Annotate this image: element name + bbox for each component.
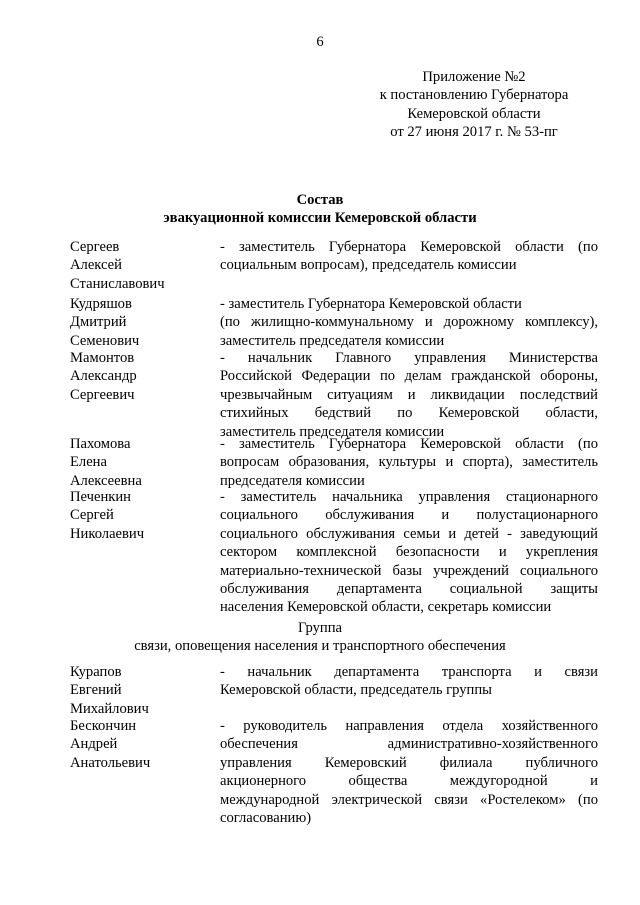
position-line: Кемеровской области, председатель группы [220,682,492,699]
surname: Бескончин [70,718,137,734]
position-line: населения Кемеровской области, секретарь комиссии [220,599,552,616]
position-line: международной электрической связи «Ростелеком» (по [220,791,598,808]
position-line: (по жилищно-коммунальному и дорожному комплексу), [220,314,598,331]
group-heading [70,619,570,656]
member-position [220,295,598,350]
member-name [70,349,210,404]
document-title [70,191,570,228]
surname: Сергеев [70,239,120,255]
position-line: заместитель председателя комиссии [220,423,445,440]
member-position [220,238,598,275]
patronymic: Сергеевич [70,386,135,403]
position-line: - начальник департамента транспорта и связи [220,664,598,680]
patronymic: Анатольевич [70,754,151,771]
first-name: Дмитрий [70,314,127,331]
patronymic: Семенович [70,332,140,349]
position-line: заместитель председателя комиссии [220,332,445,349]
surname: Кудряшов [70,296,132,312]
position-line: стихийных бедствий по Кемеровской области, [220,405,598,422]
appendix-line: Кемеровской области [407,105,541,122]
position-line: обеспечения административно-хозяйственного [220,736,598,753]
first-name: Сергей [70,507,114,524]
first-name: Александр [70,368,137,385]
group-heading-line: связи, оповещения населения и транспортного обеспечения [134,638,506,655]
surname: Мамонтов [70,350,135,366]
appendix-line: от 27 июня 2017 г. № 53-пг [390,124,558,141]
surname: Пахомова [70,436,131,452]
member-position [220,488,598,617]
patronymic: Станиславович [70,275,165,292]
member-name [70,238,210,293]
position-line: социального обслуживания и полустационарного [220,507,598,524]
member-name [70,295,210,350]
position-line: обслуживания департамента социальной защиты [220,580,598,597]
group-heading-line: Группа [297,620,343,636]
position-line: материально-технической базы учреждений социального [220,562,598,579]
position-line: - заместитель начальника управления стационарного [220,489,598,505]
position-line: председателя комиссии [220,472,365,489]
patronymic: Алексеевна [70,472,142,489]
position-line: согласованию) [220,809,312,826]
position-line: социальным вопросам), председатель комиссии [220,257,517,274]
position-line: - руководитель направления отдела хозяйственного [220,718,598,734]
first-name: Алексей [70,257,122,274]
position-line: сектором комплексной безопасности и укрепления [220,544,598,561]
patronymic: Михайлович [70,700,149,717]
position-line: акционерного общества междугородной и [220,773,598,790]
first-name: Евгений [70,682,122,699]
position-line: - заместитель Губернатора Кемеровской области [220,296,522,312]
title-line: эвакуационной комиссии Кемеровской области [163,210,477,227]
position-line: вопросам образования, культуры и спорта), заместитель [220,454,598,471]
member-name [70,717,210,772]
appendix-block [360,68,588,142]
member-position [220,717,598,827]
position-line: управления Кемеровский филиала публичного [220,754,598,771]
position-line: - заместитель Губернатора Кемеровской области (по [220,239,598,255]
member-name [70,488,210,543]
member-position [220,435,598,490]
patronymic: Николаевич [70,525,145,542]
position-line: социального обслуживания семьи и детей - заведующий [220,525,598,542]
page-number: 6 [316,34,324,50]
position-line: Российской Федерации по делам гражданской обороны, [220,368,598,385]
appendix-line: Приложение №2 [422,69,526,85]
position-line: - заместитель Губернатора Кемеровской области (по [220,436,598,452]
position-line: чрезвычайным ситуациям и ликвидации последствий [220,386,598,403]
first-name: Елена [70,454,107,471]
surname: Печенкин [70,489,131,505]
appendix-line: к постановлению Губернатора [379,87,569,104]
surname: Курапов [70,664,122,680]
member-position [220,663,598,700]
position-line: - начальник Главного управления Министерства [220,350,598,366]
member-position [220,349,598,441]
member-name [70,663,210,718]
member-name [70,435,210,490]
first-name: Андрей [70,736,118,753]
title-line: Состав [296,192,344,208]
